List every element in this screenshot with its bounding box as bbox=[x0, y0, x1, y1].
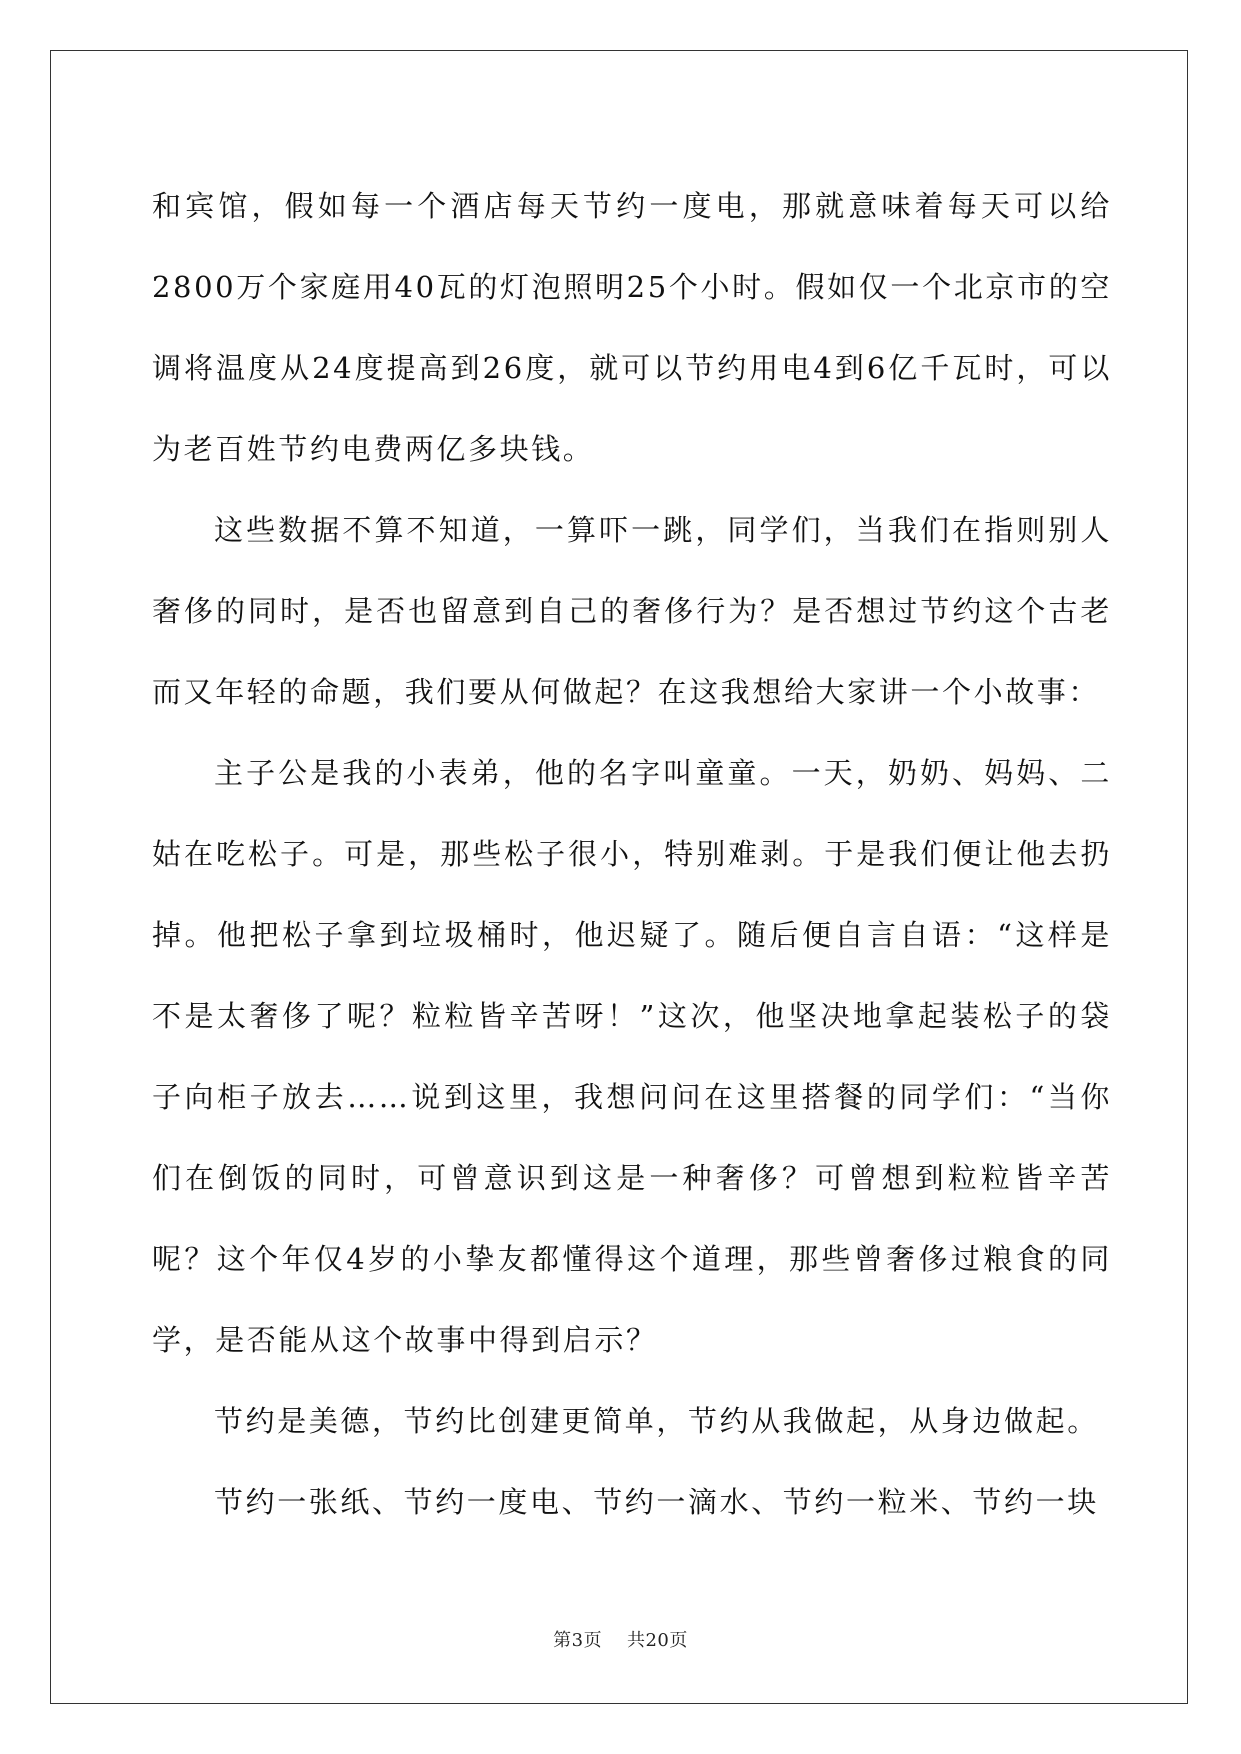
paragraph-3: 主子公是我的小表弟，他的名字叫童童。一天，奶奶、妈妈、二姑在吃松子。可是，那些松子很小，特别难剥。于是我们便让他去扔掉。他把松子拿到垃圾桶时，他迟疑了。随后便自言自语：“这样是不是太奢侈了呢？粒粒皆辛苦呀！”这次，他坚决地拿起装松子的袋子向柜子放去……说到这里，我想问问在这里搭餐的同学们：“当你们在倒饭的同时，可曾意识到这是一种奢侈？可曾想到粒粒皆辛苦呢？这个年仅4岁的小挚友都懂得这个道理，那些曾奢侈过粮食的同学，是否能从这个故事中得到启示？ bbox=[152, 756, 1112, 1357]
page-number: 第3页 bbox=[553, 1630, 603, 1651]
page-footer bbox=[0, 1626, 1241, 1652]
paragraph-2: 这些数据不算不知道，一算吓一跳，同学们，当我们在指则别人奢侈的同时，是否也留意到自己的奢侈行为？是否想过节约这个古老而又年轻的命题，我们要从何做起？在这我想给大家讲一个小故事： bbox=[152, 513, 1112, 709]
paragraph-1: 和宾馆，假如每一个酒店每天节约一度电，那就意味着每天可以给2800万个家庭用40瓦的灯泡照明25个小时。假如仅一个北京市的空调将温度从24度提高到26度，就可以节约用电4到6亿千瓦时，可以为老百姓节约电费两亿多块钱。 bbox=[152, 189, 1112, 466]
page-total: 共20页 bbox=[626, 1630, 688, 1651]
document-body bbox=[152, 166, 1112, 1543]
paragraph-5: 节约一张纸、节约一度电、节约一滴水、节约一粒米、节约一块 bbox=[214, 1485, 1099, 1519]
paragraph-4: 节约是美德，节约比创建更简单，节约从我做起，从身边做起。 bbox=[214, 1404, 1099, 1438]
